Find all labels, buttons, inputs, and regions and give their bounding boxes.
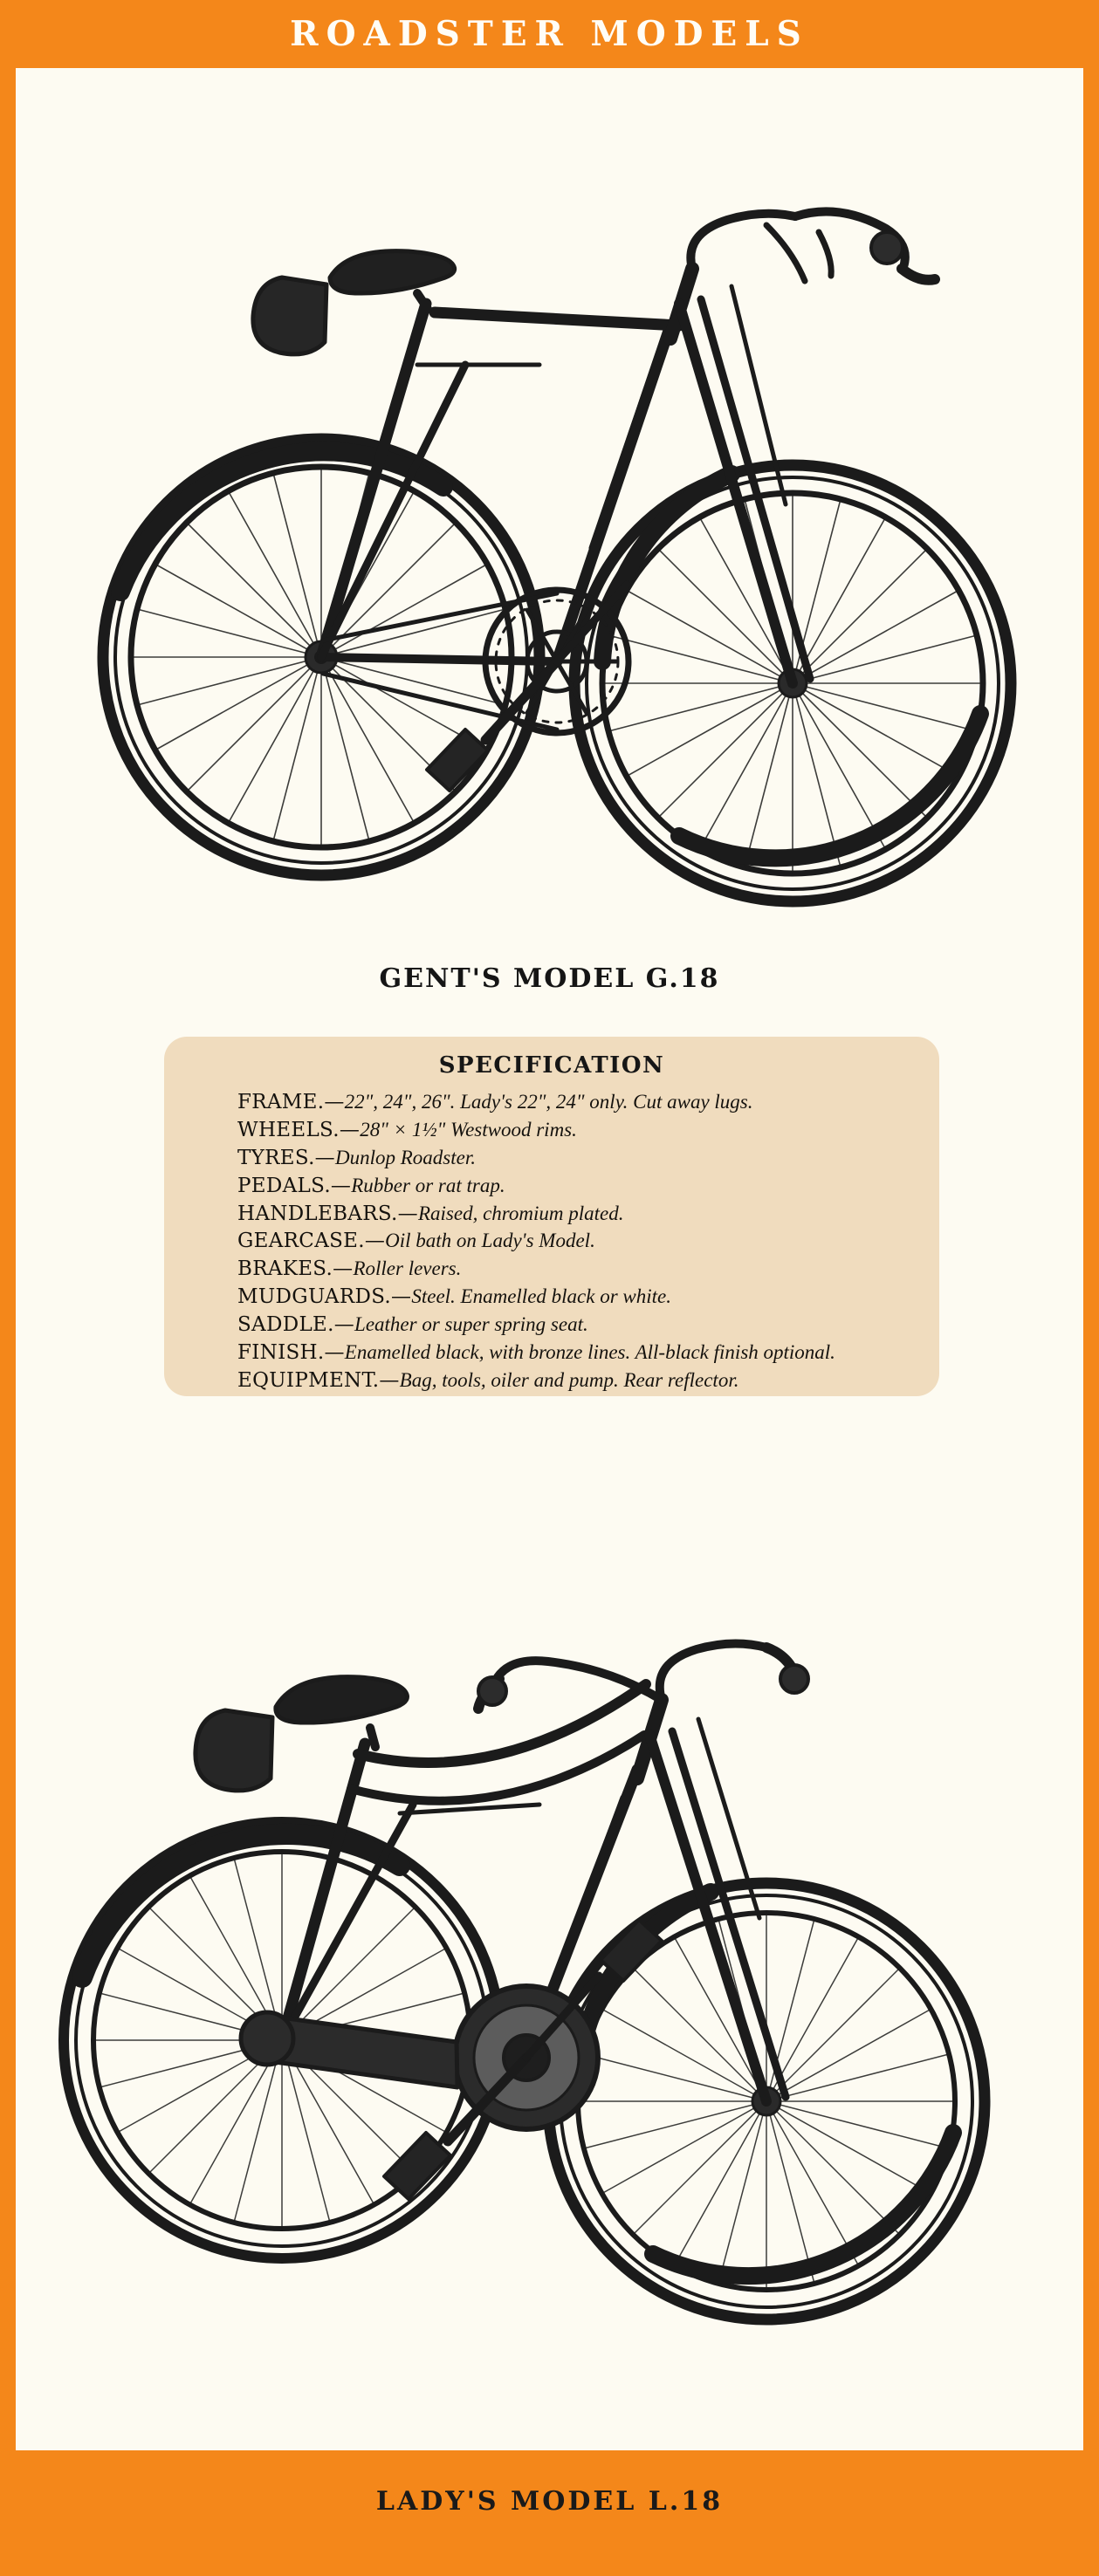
gents-model-caption: GENT'S MODEL G.18 (379, 963, 720, 994)
spec-term: FINISH.— (237, 1341, 345, 1365)
spec-desc: Roller levers. (353, 1257, 462, 1280)
spec-desc: Dunlop Roadster. (334, 1146, 476, 1168)
ladys-bicycle-illustration (51, 1394, 1054, 2576)
spec-desc: 22", 24", 26". Lady's 22", 24" only. Cut away lugs. (344, 1091, 753, 1113)
spec-term: PEDALS.— (237, 1174, 352, 1197)
spec-row-wheels (215, 1117, 901, 1144)
spec-desc: 28" × 1½" Westwood rims. (360, 1118, 577, 1141)
gents-bicycle-illustration (68, 138, 1037, 958)
spec-row-saddle (215, 1312, 901, 1339)
spec-term: BRAKES.— (237, 1257, 354, 1281)
spec-term: TYRES.— (237, 1146, 335, 1169)
spec-term: MUDGUARDS.— (237, 1285, 412, 1309)
spec-desc: Bag, tools, oiler and pump. Rear reflector. (399, 1368, 739, 1391)
spec-row-mudguards (215, 1284, 901, 1311)
specification-title: SPECIFICATION (438, 1052, 665, 1079)
content-sheet (16, 68, 1083, 2450)
spec-term: HANDLEBARS.— (237, 1202, 418, 1225)
spec-term: FRAME.— (237, 1091, 345, 1113)
spec-row-gearcase (215, 1228, 901, 1255)
spec-row-equipment (215, 1367, 901, 1394)
specification-list (194, 1089, 910, 1394)
spec-desc: Raised, chromium plated. (417, 1202, 624, 1224)
spec-term: WHEELS.— (237, 1118, 361, 1141)
spec-desc: Oil bath on Lady's Model. (385, 1230, 595, 1252)
specification-panel (164, 1037, 939, 1396)
spec-row-brakes (215, 1256, 901, 1283)
spec-term: EQUIPMENT.— (237, 1368, 400, 1392)
spec-term: SADDLE.— (237, 1313, 355, 1337)
spec-row-handlebars (215, 1201, 901, 1228)
page-title: ROADSTER MODELS (290, 14, 809, 54)
ladys-model-caption: LADY'S MODEL L.18 (375, 2486, 724, 2517)
spec-desc: Leather or super spring seat. (354, 1313, 588, 1336)
header-band (0, 0, 1099, 68)
spec-row-finish (215, 1339, 901, 1367)
spec-row-tyres (215, 1145, 901, 1172)
spec-desc: Steel. Enamelled black or white. (411, 1285, 671, 1308)
spec-row-pedals (215, 1173, 901, 1200)
spec-row-frame (215, 1089, 901, 1116)
spec-desc: Enamelled black, with bronze lines. All-black finish optional. (344, 1341, 835, 1364)
spec-term: GEARCASE.— (237, 1230, 386, 1253)
spec-desc: Rubber or rat trap. (351, 1174, 505, 1196)
